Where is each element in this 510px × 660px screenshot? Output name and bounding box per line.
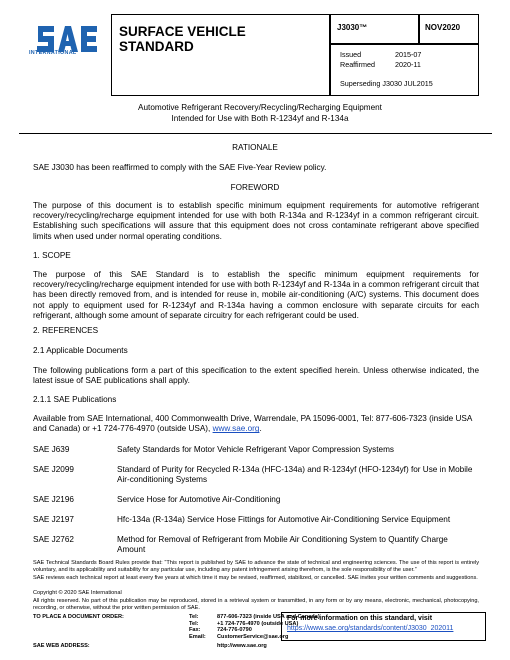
availability-body: Available from SAE International, 400 Commonwealth Drive, Warrendale, PA 15096-0001, Tel: 877-606-7323 (inside USA and Canada) or +1 724-776-4970 (outside USA), bbox=[33, 414, 472, 434]
rights-text: All rights reserved. No part of this publication may be reproduced, stored in a retrieval system or transmitted, in any form or by any means, electronic, mechanical, photocopying, recording, or otherwise, without the prior written permission of SAE. bbox=[33, 598, 479, 611]
reaffirmed-label: Reaffirmed bbox=[340, 60, 376, 69]
web-address-label: SAE WEB ADDRESS: bbox=[33, 643, 90, 649]
more-info-text: For more information on this standard, visit bbox=[287, 615, 433, 622]
tel-label: Tel: bbox=[189, 614, 199, 620]
ref-code: SAE J2196 bbox=[33, 495, 74, 504]
email-label: Email: bbox=[189, 633, 206, 640]
availability-text bbox=[33, 414, 479, 434]
applicable-documents-heading: 2.1 Applicable Documents bbox=[33, 346, 128, 355]
scope-text: The purpose of this SAE Standard is to establish the specific minimum equipment requirements for recovery/recycling/recharge equipment intended for use with both R-1234yf and R-134a in a common refrigerant circuit that has been directly removed from, and is intended for reuse in, mobile air-conditioning (A/C) systems. This document does not apply to equipment used for R-1234yf and R-134a having a common enclosure with separate circuits for each refrigerant, although some amount of separate circuitry for each refrigerant could be used. bbox=[33, 270, 479, 320]
fax-value: 724-776-0790 bbox=[217, 627, 252, 633]
standard-number: J3030™ bbox=[337, 23, 368, 32]
reaffirmed-value: 2020-11 bbox=[395, 60, 421, 69]
document-type-title bbox=[119, 24, 246, 54]
ref-desc: Standard of Purity for Recycled R-134a (HFC-134a) and R-1234yf (HFO-1234yf) for Use in Mobile Air-conditioning Systems bbox=[117, 465, 473, 485]
ref-desc: Method for Removal of Refrigerant from Mobile Air Conditioning System to Quantify Charge Amount bbox=[117, 535, 448, 555]
standard-url-link[interactable]: https://www.sae.org/standards/content/J3030_202011 bbox=[287, 625, 454, 632]
references-intro: The following publications form a part of this specification to the extent specified herein. Unless otherwise indicated, the latest issue of SAE publications shall apply. bbox=[33, 366, 479, 386]
ref-desc: Hfc-134a (R-134a) Service Hose Fittings for Automotive Air-Conditioning Service Equipment bbox=[117, 515, 451, 524]
subtitle-line-1: Automotive Refrigerant Recovery/Recycling/Recharging Equipment bbox=[138, 103, 382, 112]
copyright-text: Copyright © 2020 SAE International bbox=[33, 590, 122, 596]
web-address-value[interactable]: http://www.sae.org bbox=[217, 643, 267, 649]
tel-value: 877-606-7323 (inside USA and Canada) bbox=[217, 614, 320, 620]
ref-code: SAE J639 bbox=[33, 445, 70, 454]
tel2-label: Tel: bbox=[189, 620, 199, 627]
sae-logo bbox=[36, 20, 98, 64]
review-policy-text: SAE reviews each technical report at least every five years at which time it may be revised, reaffirmed, stabilized, or cancelled. SAE invites your written comments and suggestions. bbox=[33, 575, 478, 581]
ref-code: SAE J2099 bbox=[33, 465, 74, 474]
foreword-heading: FOREWORD bbox=[230, 183, 280, 192]
header-divider bbox=[19, 133, 492, 134]
availability-end: . bbox=[259, 424, 262, 434]
fax-label: Fax: bbox=[189, 627, 201, 633]
foreword-text: The purpose of this document is to establish specific minimum equipment requirements for automotive refrigerant recovery/recycling/recharge equipment intended for use with both R-134a and R-1234yf in a common refrigerant circuit. Establishing such specifications will assure that this equipment does not cross contaminate refrigerant above specified limits when used under normal operating conditions. bbox=[33, 201, 479, 241]
superseding-text: Superseding J3030 JUL2015 bbox=[340, 79, 433, 88]
order-label: TO PLACE A DOCUMENT ORDER: bbox=[33, 614, 124, 620]
title-line-2: STANDARD bbox=[119, 39, 194, 54]
references-heading: 2. REFERENCES bbox=[33, 326, 99, 335]
issued-label: Issued bbox=[340, 50, 362, 59]
sae-website-link[interactable]: www.sae.org bbox=[212, 424, 260, 434]
title-line-1: SURFACE VEHICLE bbox=[119, 24, 246, 39]
tel2-value: +1 724-776-4970 (outside USA) bbox=[217, 620, 299, 627]
sae-publications-heading: 2.1.1 SAE Publications bbox=[33, 395, 117, 404]
ref-code: SAE J2197 bbox=[33, 515, 74, 524]
ref-code: SAE J2762 bbox=[33, 535, 74, 544]
issued-value: 2015-07 bbox=[395, 50, 422, 59]
rationale-text: SAE J3030 has been reaffirmed to comply with the SAE Five-Year Review policy. bbox=[33, 163, 327, 172]
email-value: CustomerService@sae.org bbox=[217, 633, 289, 640]
tsb-policy-text: SAE Technical Standards Board Rules provide that: “This report is published by SAE to advance the state of technical and engineering sciences. The use of this report is entirely voluntary, and its applicability and suitability for any particular use, including any patent infringement arising therefrom, is the sole responsibility of the user.” bbox=[33, 560, 479, 573]
scope-heading: 1. SCOPE bbox=[33, 251, 71, 260]
document-subtitle bbox=[60, 103, 460, 124]
date-code: NOV2020 bbox=[425, 23, 461, 32]
ref-desc: Safety Standards for Motor Vehicle Refrigerant Vapor Compression Systems bbox=[117, 445, 394, 454]
logo-wordmark: INTERNATIONAL bbox=[29, 50, 77, 56]
ref-desc: Service Hose for Automotive Air-Conditioning bbox=[117, 495, 281, 504]
rationale-heading: RATIONALE bbox=[232, 143, 278, 152]
subtitle-line-2: Intended for Use with Both R-1234yf and R-134a bbox=[171, 113, 349, 123]
